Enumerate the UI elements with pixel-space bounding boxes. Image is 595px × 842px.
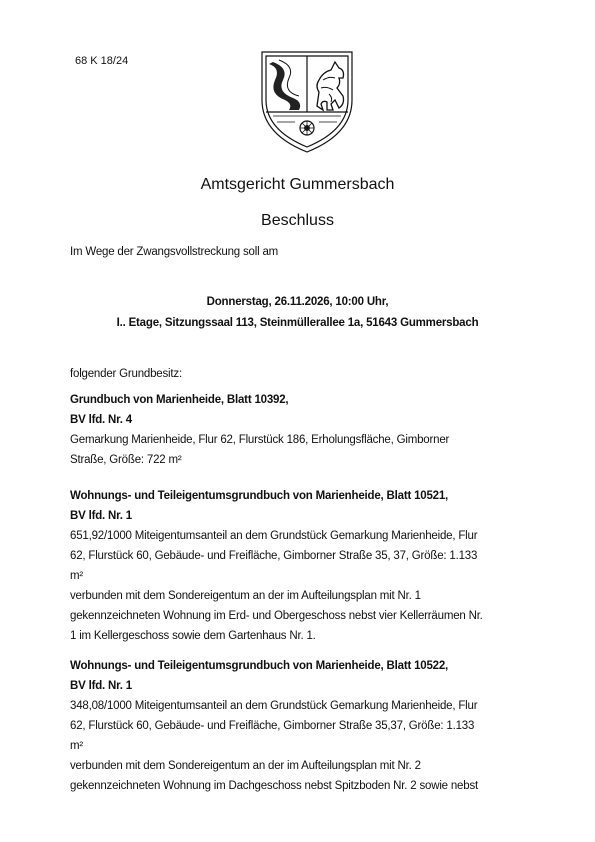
property-entry: [70, 656, 530, 796]
entry-text: 651,92/1000 Miteigentumsanteil an dem Grundstück Gemarkung Marienheide, Flur 62, Flurstück 60, Gebäude- und Freifläche, Gimborner Straße 35, 37, Größe: 1.133 m² verbunden mit dem Sondereigentum an der im Aufteilungsplan mit Nr. 1 gekennzeichneten Wohnung im Erd- und Obergeschoss nebst vier Kellerräumen Nr. 1 im Kellergeschoss sowie dem Gartenhaus Nr. 1.: [70, 530, 483, 642]
property-lead: folgender Grundbesitz:: [70, 368, 182, 380]
court-name: Amtsgericht Gummersbach: [200, 176, 395, 193]
document-title: Beschluss: [261, 212, 334, 229]
auction-location: I.. Etage, Sitzungssaal 113, Steinmüllerallee 1a, 51643 Gummersbach: [116, 317, 479, 329]
property-entry: [70, 390, 530, 470]
intro-text: Im Wege der Zwangsvollstreckung soll am: [70, 246, 279, 258]
entry-heading: Wohnungs- und Teileigentumsgrundbuch von Marienheide, Blatt 10522,: [70, 660, 449, 672]
entry-text: 348,08/1000 Miteigentumsanteil an dem Grundstück Gemarkung Marienheide, Flur 62, Flurstück 60, Gebäude- und Freifläche, Gimborner Straße 35,37, Größe: 1.133 m² verbunden mit dem Sondereigentum an der im Aufteilungsplan mit Nr. 2 gekennzeichneten Wohnung im Dachgeschoss nebst Spitzboden Nr. 2 sowie nebst: [70, 700, 478, 792]
property-entry: [70, 486, 530, 646]
entry-subheading: BV lfd. Nr. 1: [70, 680, 132, 692]
case-reference: 68 K 18/24: [75, 55, 129, 67]
auction-date: Donnerstag, 26.11.2026, 10:00 Uhr,: [206, 296, 389, 308]
entry-heading: Wohnungs- und Teileigentumsgrundbuch von Marienheide, Blatt 10521,: [70, 490, 449, 502]
entry-subheading: BV lfd. Nr. 4: [70, 414, 132, 426]
entry-subheading: BV lfd. Nr. 1: [70, 510, 132, 522]
entry-text: Gemarkung Marienheide, Flur 62, Flurstück 186, Erholungsfläche, Gimborner Straße, Größe: 722 m²: [70, 434, 450, 466]
coat-of-arms-seal: [259, 48, 355, 154]
entry-heading: Grundbuch von Marienheide, Blatt 10392,: [70, 394, 289, 406]
